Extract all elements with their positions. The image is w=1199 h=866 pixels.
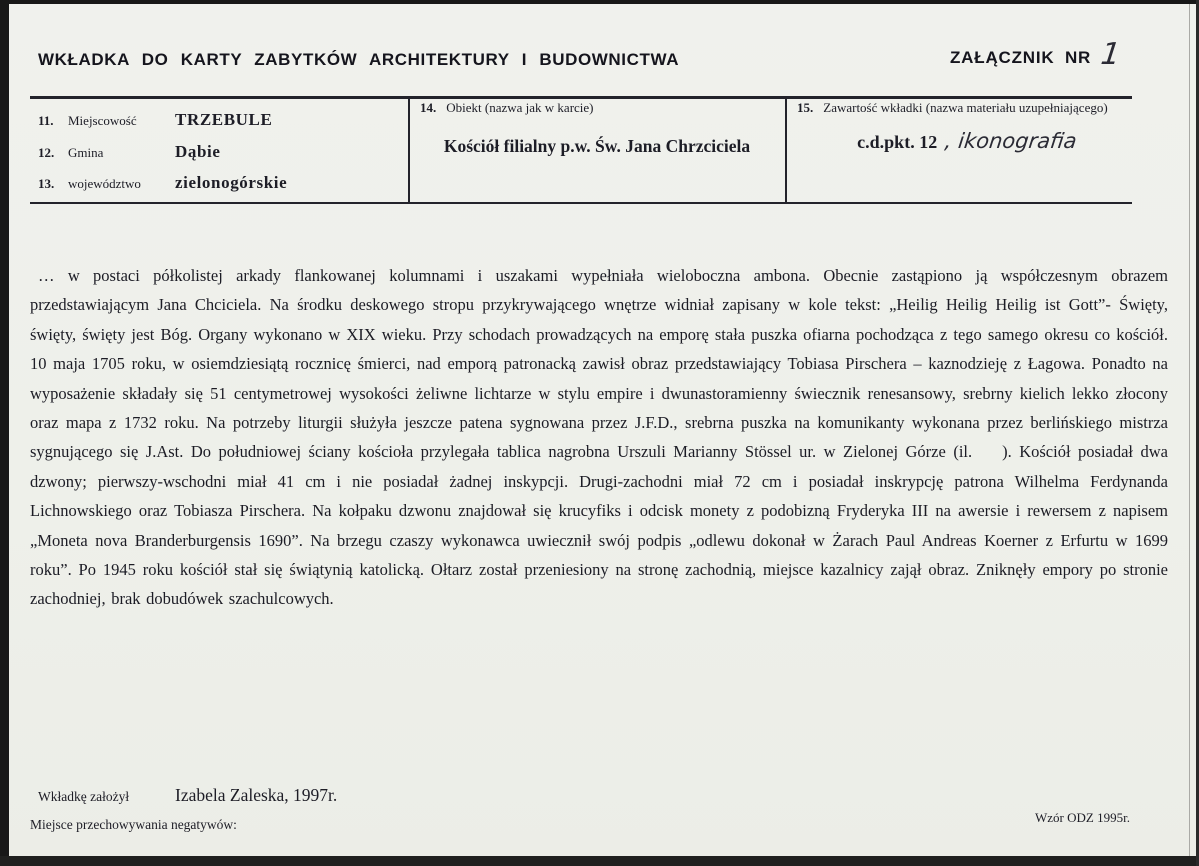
document-title: WKŁADKA DO KARTY ZABYTKÓW ARCHITEKTURY I BUDOWNICTWA: [38, 50, 680, 69]
field-obiekt-label: [420, 100, 594, 116]
field-zawartosc-label: [797, 100, 1108, 116]
contents-handwritten-value: , ikonografia: [943, 129, 1079, 153]
field-label: Miejscowość: [68, 113, 137, 128]
negatives-label: Miejsce przechowywania negatywów:: [30, 817, 237, 832]
field-label: województwo: [68, 176, 141, 191]
created-by-value: Izabela Zaleska, 1997r.: [175, 785, 338, 805]
scan-edge-left: [0, 0, 9, 866]
body-paragraph: … w postaci półkolistej arkady flankowanej kolumnami i uszakami wypełniała wieloboczna ambona. Obecnie zastąpiono ją współczesnym obrazem przedstawiającym Jana Chciciela. Na środku deskowego stropu przykrywającego wnętrze widniał zapisany w kole tekst: „Heilig Heilig Heilig ist Gott”- Święty, święty, święty jest Bóg. Organy wykonano w XIX wieku. Przy schodach prowadzących na emporę stała puszka ofiarna pochodząca z tego samego okresu co kościół. 10 maja 1705 roku, w osiemdziesiątą rocznicę śmierci, nad emporą patronacką zawisł obraz przedstawiający Tobiasa Pirschera – kaznodzieję z Łagowa. Ponadto na wyposażenie składały się 51 centymetrowej wysokości żeliwne lichtarze w stylu empire i dwunastoramienny świecznik renesansowy, srebrny kielich lekko złocony oraz mapa z 1732 roku. Na potrzeby liturgii służyła jeszcze patena sygnowana przez J.F.D., srebrna puszka na komunikanty wykonana przez berlińskiego mistrza sygnującego się J.Ast. Do południowej ściany kościoła przylegała tablica nagrobna Urszuli Marianny Stössel ur. w Zielonej Górze (il. ). Kościół posiadał dwa dzwony; pierwszy-wschodni miał 41 cm i nie posiadał żadnej inskypcji. Drugi-zachodni miał 72 cm i posiadał inskrypcję patrona Wilhelma Ferdynanda Lichnowskiego oraz Tobiasza Pirschera. Na kołpaku dzwonu znajdował się krucyfiks i odcisk monety z podobizną Fryderyka III na awersie i rewersem z napisem „Moneta nova Branderburgensis 1690”. Na brzegu czaszy wykonawca uwiecznił swój podpis „odlewu dokonał w Żarach Paul Andreas Koerner z Erfurtu w 1699 roku”. Po 1945 roku kościół stał się świątynią katolicką. Ołtarz został przeniesiony na stronę zachodnią, miejsce kazalnicy zajął obraz. Zniknęły empory po stronie zachodniej, brak dobudówek szachulcowych.: [30, 266, 1168, 609]
scan-artifact-line: [1189, 4, 1190, 856]
field-number: 12.: [38, 144, 55, 160]
field-value: TRZEBULE: [175, 110, 273, 129]
field-miejscowosc: [38, 110, 398, 142]
created-by-label: Wkładkę założył: [38, 789, 130, 804]
template-note: Wzór ODZ 1995r.: [1035, 810, 1130, 825]
attachment-number-handwritten: 1: [1099, 37, 1124, 72]
field-obiekt-value: Kościół filialny p.w. Św. Jana Chrzciciela: [443, 136, 751, 156]
scan-edge-bottom: [0, 856, 1199, 866]
field-wojewodztwo: [38, 173, 398, 205]
table-border-top: [30, 96, 1132, 99]
attachment-label: ZAŁĄCZNIK NR: [950, 48, 1092, 67]
contents-typed-value: c.d.pkt. 12: [857, 132, 938, 152]
field-zawartosc-value: [787, 129, 1147, 153]
field-label: Gmina: [68, 144, 104, 160]
field-label: Zawartość wkładki (nazwa materiału uzupełniającego): [823, 100, 1108, 115]
footer-created-by: [38, 785, 337, 806]
scan-edge-top: [0, 0, 1199, 4]
field-value: zielonogórskie: [175, 173, 288, 192]
field-gmina: [38, 142, 398, 174]
field-number: 13.: [38, 176, 55, 191]
field-label: Obiekt (nazwa jak w karcie): [446, 100, 594, 115]
attachment-header: [950, 37, 1124, 72]
field-number: 15.: [797, 100, 814, 115]
field-number: 11.: [38, 113, 54, 128]
field-number: 14.: [420, 100, 437, 115]
field-value: Dąbie: [175, 141, 221, 161]
cell-location-fields: [38, 110, 398, 205]
